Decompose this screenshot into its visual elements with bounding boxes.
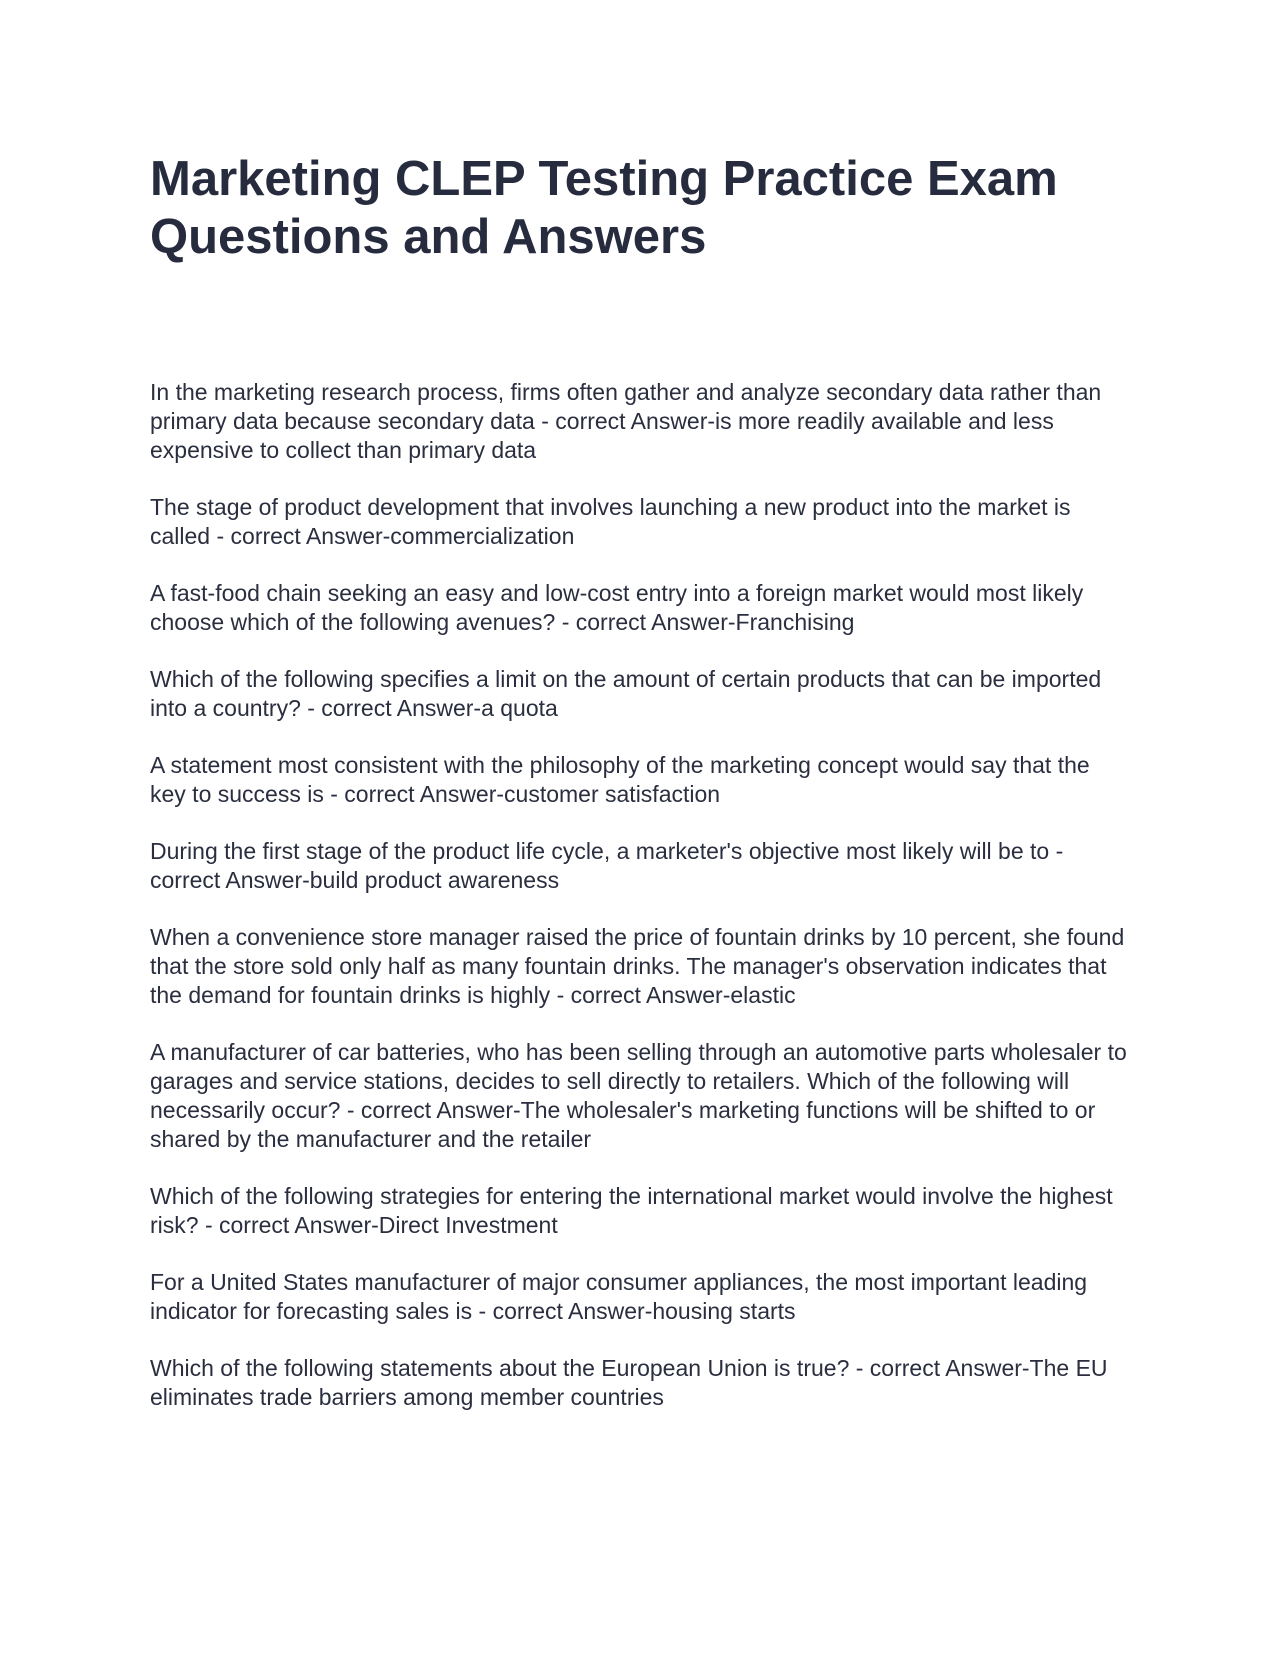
- qa-item: The stage of product development that involves launching a new product into the market is called - correct Answer-commercialization: [150, 494, 1071, 549]
- qa-item: A statement most consistent with the philosophy of the marketing concept would say that the key to success is - correct Answer-customer satisfaction: [150, 752, 1090, 807]
- qa-item: During the first stage of the product life cycle, a marketer's objective most likely will be to - correct Answer-build product awareness: [150, 838, 1064, 893]
- qa-item: Which of the following specifies a limit on the amount of certain products that can be imported into a country? - correct Answer-a quota: [150, 666, 1102, 721]
- qa-item: A manufacturer of car batteries, who has been selling through an automotive parts wholesaler to garages and service stations, decides to sell directly to retailers. Which of the following will necessarily occur? - correct Answer-The wholesaler's marketing functions will be shifted to or shared by the manufacturer and the retailer: [150, 1039, 1127, 1152]
- page-title: Marketing CLEP Testing Practice Exam Questions and Answers: [150, 152, 1058, 264]
- qa-item: For a United States manufacturer of major consumer appliances, the most important leading indicator for forecasting sales is - correct Answer-housing starts: [150, 1269, 1088, 1324]
- qa-item: Which of the following statements about the European Union is true? - correct Answer-The EU eliminates trade barriers among member countries: [150, 1355, 1108, 1410]
- qa-item: A fast-food chain seeking an easy and low-cost entry into a foreign market would most likely choose which of the following avenues? - correct Answer-Franchising: [150, 580, 1084, 635]
- qa-item: Which of the following strategies for entering the international market would involve the highest risk? - correct Answer-Direct Investment: [150, 1183, 1113, 1238]
- qa-list: [150, 378, 1130, 1440]
- qa-item: In the marketing research process, firms often gather and analyze secondary data rather than primary data because secondary data - correct Answer-is more readily available and less expensive to collect than primary data: [150, 379, 1102, 463]
- qa-item: When a convenience store manager raised the price of fountain drinks by 10 percent, she found that the store sold only half as many fountain drinks. The manager's observation indicates that the demand for fountain drinks is highly - correct Answer-elastic: [150, 924, 1125, 1008]
